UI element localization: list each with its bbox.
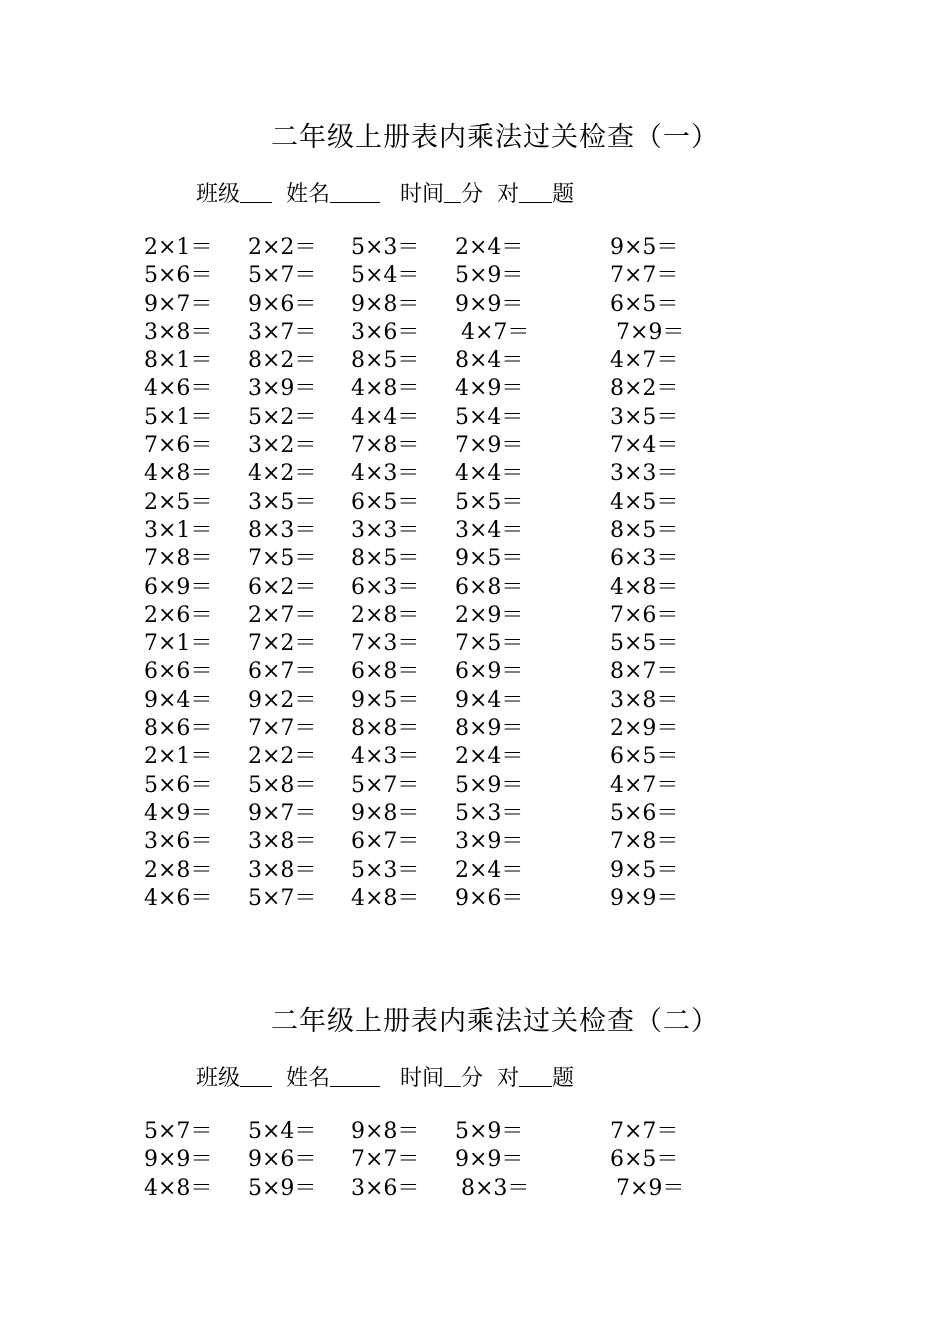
problem-cell: 7×9＝ — [616, 1175, 685, 1201]
problem-cell: 5×6＝ — [610, 800, 679, 826]
problem-cell: 4×9＝ — [455, 376, 524, 402]
problem-cell: 7×4＝ — [610, 433, 679, 459]
problem-cell: 7×9＝ — [616, 319, 685, 345]
problem-cell: 6×8＝ — [455, 574, 524, 600]
problem-cell: 5×3＝ — [455, 800, 524, 826]
problem-cell: 7×7＝ — [610, 263, 679, 289]
problem-cell: 8×1＝ — [144, 348, 213, 374]
problem-cell: 3×5＝ — [610, 404, 679, 430]
problem-cell: 7×2＝ — [248, 631, 317, 657]
problem-cell: 7×5＝ — [248, 546, 317, 572]
problem-cell: 9×6＝ — [248, 1147, 317, 1173]
correct-label: 对 — [497, 1066, 520, 1091]
problem-cell: 2×1＝ — [144, 744, 213, 770]
problem-cell: 9×5＝ — [455, 546, 524, 572]
problem-cell: 3×9＝ — [248, 376, 317, 402]
problem-cell: 5×4＝ — [351, 263, 420, 289]
problem-cell: 8×9＝ — [455, 716, 524, 742]
class-blank[interactable] — [240, 180, 272, 203]
problem-cell: 7×8＝ — [610, 829, 679, 855]
problem-cell: 4×7＝ — [610, 348, 679, 374]
problem-cell: 6×5＝ — [610, 744, 679, 770]
problem-cell: 3×2＝ — [248, 433, 317, 459]
name-blank[interactable] — [330, 180, 380, 203]
problem-cell: 8×3＝ — [461, 1175, 530, 1201]
correct-blank[interactable] — [519, 1064, 552, 1087]
problem-cell: 3×6＝ — [144, 829, 213, 855]
problem-cell: 4×3＝ — [351, 461, 420, 487]
problem-cell: 3×9＝ — [455, 829, 524, 855]
problem-cell: 7×8＝ — [144, 546, 213, 572]
problem-cell: 6×7＝ — [351, 829, 420, 855]
problem-cell: 6×3＝ — [610, 546, 679, 572]
problem-cell: 4×4＝ — [351, 404, 420, 430]
problem-cell: 3×3＝ — [351, 517, 420, 543]
problem-cell: 3×5＝ — [248, 489, 317, 515]
problem-cell: 6×9＝ — [455, 659, 524, 685]
name-blank[interactable] — [330, 1064, 380, 1087]
problem-cell: 2×1＝ — [144, 235, 213, 260]
problem-cell: 7×7＝ — [610, 1119, 679, 1144]
minute-label: 分 — [461, 182, 484, 207]
problem-cell: 5×5＝ — [455, 489, 524, 515]
problem-cell: 2×8＝ — [144, 857, 213, 883]
problem-cell: 5×7＝ — [351, 772, 420, 798]
problem-cell: 3×6＝ — [351, 1175, 420, 1201]
problem-cell: 2×8＝ — [351, 602, 420, 628]
time-label: 时间 — [400, 1066, 445, 1091]
problem-cell: 9×5＝ — [610, 235, 679, 260]
problem-cell: 7×7＝ — [351, 1147, 420, 1173]
problem-cell: 6×6＝ — [144, 659, 213, 685]
correct-blank[interactable] — [519, 180, 552, 203]
problem-cell: 7×1＝ — [144, 631, 213, 657]
problem-cell: 8×3＝ — [248, 517, 317, 543]
problem-cell: 5×7＝ — [248, 885, 317, 911]
problem-cell: 5×2＝ — [248, 404, 317, 430]
problem-cell: 9×9＝ — [455, 291, 524, 317]
problem-cell: 8×5＝ — [351, 546, 420, 572]
worksheet-title: 二年级上册表内乘法过关检查（一） — [271, 122, 719, 153]
problem-cell: 6×9＝ — [144, 574, 213, 600]
problem-cell: 9×7＝ — [248, 800, 317, 826]
problem-cell: 2×4＝ — [455, 857, 524, 883]
problem-cell: 3×8＝ — [248, 829, 317, 855]
problem-cell: 9×5＝ — [610, 857, 679, 883]
problem-cell: 4×7＝ — [610, 772, 679, 798]
time-blank[interactable] — [444, 180, 461, 203]
problem-cell: 2×2＝ — [248, 744, 317, 770]
problem-cell: 9×8＝ — [351, 800, 420, 826]
problem-cell: 9×9＝ — [455, 1147, 524, 1173]
problem-cell: 5×7＝ — [144, 1119, 213, 1144]
problem-cell: 5×3＝ — [351, 235, 420, 260]
problem-cell: 7×7＝ — [248, 716, 317, 742]
problem-cell: 8×2＝ — [248, 348, 317, 374]
problem-cell: 2×6＝ — [144, 602, 213, 628]
problem-cell: 5×8＝ — [248, 772, 317, 798]
problem-cell: 4×3＝ — [351, 744, 420, 770]
problem-cell: 5×9＝ — [248, 1175, 317, 1201]
problem-cell: 3×1＝ — [144, 517, 213, 543]
class-blank[interactable] — [240, 1064, 272, 1087]
problem-cell: 3×4＝ — [455, 517, 524, 543]
problem-cell: 5×9＝ — [455, 1119, 524, 1144]
problem-cell: 7×6＝ — [144, 433, 213, 459]
problem-cell: 9×9＝ — [610, 885, 679, 911]
problem-cell: 4×8＝ — [144, 1175, 213, 1201]
problem-cell: 4×7＝ — [461, 319, 530, 345]
problem-cell: 8×5＝ — [351, 348, 420, 374]
name-label: 姓名 — [286, 1066, 331, 1091]
class-label: 班级 — [196, 182, 241, 207]
student-info-line — [196, 178, 574, 212]
problem-cell: 9×6＝ — [455, 885, 524, 911]
problem-cell: 4×6＝ — [144, 885, 213, 911]
problem-cell: 2×4＝ — [455, 744, 524, 770]
problem-cell: 6×5＝ — [610, 1147, 679, 1173]
problem-cell: 8×2＝ — [610, 376, 679, 402]
problem-cell: 4×6＝ — [144, 376, 213, 402]
problem-cell: 5×1＝ — [144, 404, 213, 430]
problem-cell: 5×4＝ — [248, 1119, 317, 1144]
problem-cell: 6×5＝ — [351, 489, 420, 515]
problem-cell: 4×9＝ — [144, 800, 213, 826]
problem-cell: 4×8＝ — [610, 574, 679, 600]
problem-cell: 5×9＝ — [455, 772, 524, 798]
problem-cell: 8×8＝ — [351, 716, 420, 742]
problem-cell: 5×4＝ — [455, 404, 524, 430]
problem-cell: 7×9＝ — [455, 433, 524, 459]
problem-cell: 6×5＝ — [610, 291, 679, 317]
problem-cell: 2×9＝ — [455, 602, 524, 628]
problem-cell: 9×4＝ — [144, 687, 213, 713]
time-label: 时间 — [400, 182, 445, 207]
problem-cell: 4×8＝ — [351, 376, 420, 402]
problem-cell: 3×6＝ — [351, 319, 420, 345]
problem-cell: 9×8＝ — [351, 291, 420, 317]
minute-label: 分 — [461, 1066, 484, 1091]
problem-cell: 3×8＝ — [248, 857, 317, 883]
problem-cell: 9×6＝ — [248, 291, 317, 317]
problem-cell: 8×5＝ — [610, 517, 679, 543]
class-label: 班级 — [196, 1066, 241, 1091]
problem-cell: 6×2＝ — [248, 574, 317, 600]
problem-cell: 2×7＝ — [248, 602, 317, 628]
problem-cell: 2×5＝ — [144, 489, 213, 515]
problem-cell: 9×8＝ — [351, 1119, 420, 1144]
problem-cell: 3×8＝ — [144, 319, 213, 345]
problem-cell: 9×4＝ — [455, 687, 524, 713]
problem-cell: 8×6＝ — [144, 716, 213, 742]
problem-cell: 5×9＝ — [455, 263, 524, 289]
problem-cell: 4×8＝ — [351, 885, 420, 911]
problem-cell: 6×8＝ — [351, 659, 420, 685]
problem-cell: 2×9＝ — [610, 716, 679, 742]
time-blank[interactable] — [444, 1064, 461, 1087]
problem-cell: 3×3＝ — [610, 461, 679, 487]
problem-cell: 9×9＝ — [144, 1147, 213, 1173]
worksheet-title: 二年级上册表内乘法过关检查（二） — [271, 1006, 719, 1037]
problem-cell: 9×5＝ — [351, 687, 420, 713]
problem-cell: 3×7＝ — [248, 319, 317, 345]
problem-cell: 7×6＝ — [610, 602, 679, 628]
problem-cell: 7×3＝ — [351, 631, 420, 657]
problem-cell: 6×3＝ — [351, 574, 420, 600]
problem-cell: 9×7＝ — [144, 291, 213, 317]
problem-cell: 8×7＝ — [610, 659, 679, 685]
problem-cell: 4×4＝ — [455, 461, 524, 487]
problem-cell: 9×2＝ — [248, 687, 317, 713]
problem-cell: 5×6＝ — [144, 772, 213, 798]
problem-cell: 8×4＝ — [455, 348, 524, 374]
question-label: 题 — [552, 1066, 575, 1091]
problem-cell: 4×5＝ — [610, 489, 679, 515]
problem-cell: 3×8＝ — [610, 687, 679, 713]
problem-cell: 2×4＝ — [455, 235, 524, 260]
problem-cell: 4×2＝ — [248, 461, 317, 487]
problem-cell: 5×3＝ — [351, 857, 420, 883]
student-info-line — [196, 1062, 574, 1096]
question-label: 题 — [552, 182, 575, 207]
problem-cell: 4×8＝ — [144, 461, 213, 487]
problem-cell: 2×2＝ — [248, 235, 317, 260]
problem-cell: 7×8＝ — [351, 433, 420, 459]
name-label: 姓名 — [286, 182, 331, 207]
problem-cell: 5×7＝ — [248, 263, 317, 289]
problem-cell: 5×6＝ — [144, 263, 213, 289]
correct-label: 对 — [497, 182, 520, 207]
problem-cell: 5×5＝ — [610, 631, 679, 657]
problem-cell: 6×7＝ — [248, 659, 317, 685]
problem-cell: 7×5＝ — [455, 631, 524, 657]
